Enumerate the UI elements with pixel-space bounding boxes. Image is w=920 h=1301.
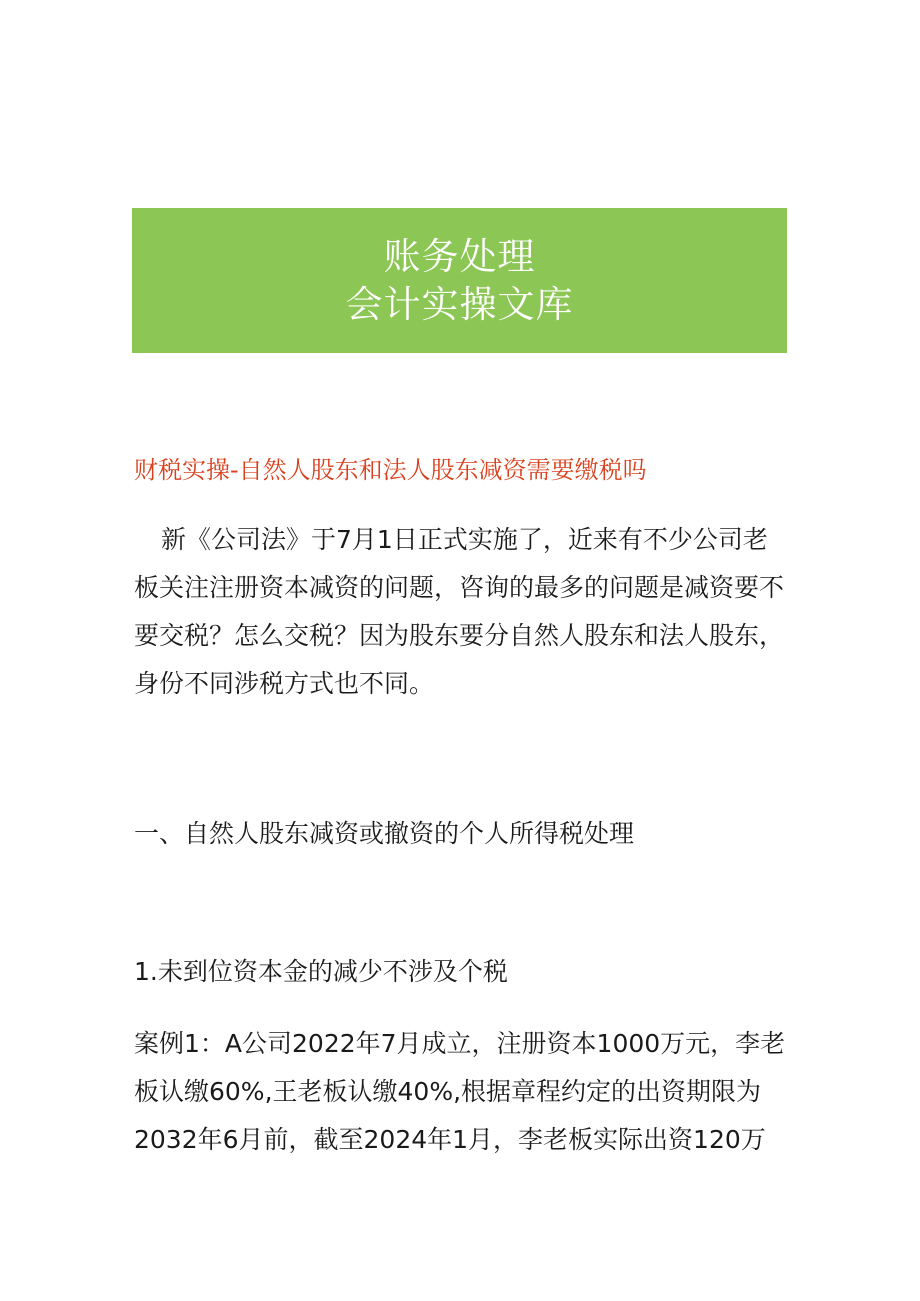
section-heading-1: 一、自然人股东减资或撤资的个人所得税处理 bbox=[134, 819, 635, 848]
article-title: 财税实操-自然人股东和法人股东减资需要缴税吗 bbox=[134, 456, 647, 484]
intro-paragraph: 新《公司法》于7月1日正式实施了，近来有不少公司老板关注注册资本减资的问题，咨询的最多的问题是减资要不要交税？怎么交税？因为股东要分自然人股东和法人股东，身份不同涉税方式也不同。 bbox=[134, 525, 785, 698]
banner-title-line2: 会计实操文库 bbox=[345, 282, 574, 326]
header-banner bbox=[132, 208, 787, 353]
case-1-paragraph: 案例1：A公司2022年7月成立，注册资本1000万元，李老板认缴60%,王老板认缴40%,根据章程约定的出资期限为2032年6月前，截至2024年1月，李老板实际出资120万 bbox=[134, 1029, 786, 1154]
banner-title-line1: 账务处理 bbox=[383, 234, 536, 278]
sub-heading-1: 1.未到位资本金的减少不涉及个税 bbox=[134, 957, 508, 986]
